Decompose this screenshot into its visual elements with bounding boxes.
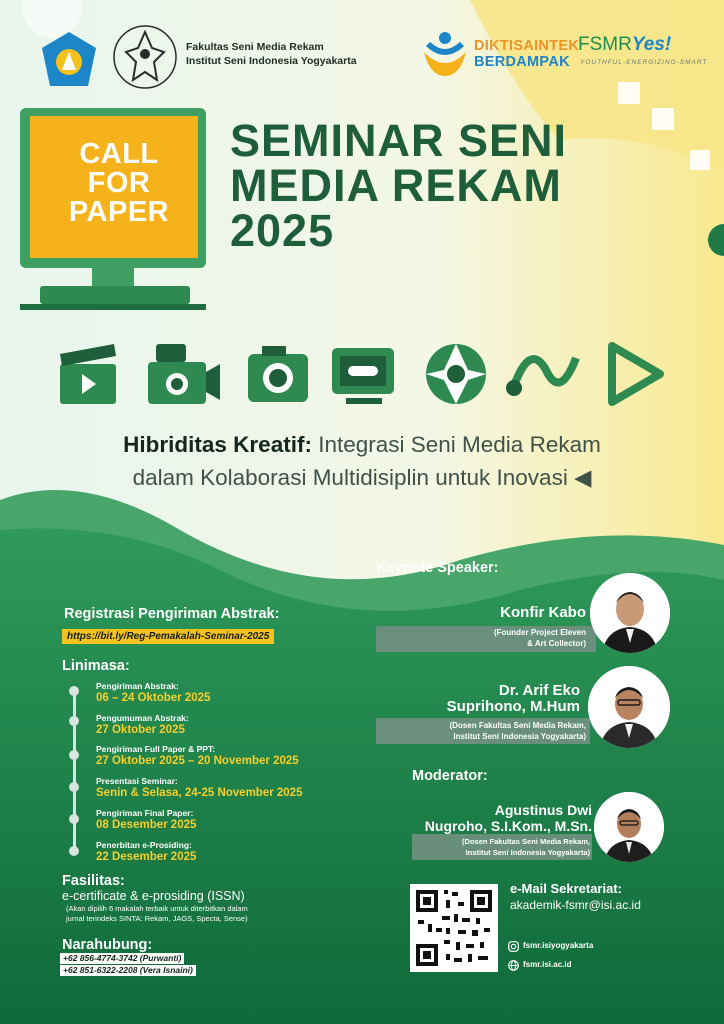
play-icon [612,346,660,402]
timeline-dot [69,782,79,792]
registration-heading: Registrasi Pengiriman Abstrak: [64,606,280,622]
tut-wuri-handayani-logo [38,30,100,90]
timeline-dot [69,814,79,824]
speaker-name: Dr. Arif Eko Suprihono, M.Hum [446,682,580,715]
curve-tool-icon [506,358,576,396]
timeline-label: Pengiriman Abstrak: [96,681,179,691]
timeline-label: Penerbitan e-Prosiding: [96,840,192,850]
fsmr-tagline: YOUTHFUL-ENERGIZING-SMART [580,59,708,66]
globe-icon [508,960,519,971]
facilities-main: e-certificate & e-prosiding (ISSN) [62,889,245,903]
media-icons-row [56,340,668,410]
timeline-heading: Linimasa: [62,658,130,674]
person-avatar-icon [590,573,670,653]
timeline-date: 22 Desember 2025 [96,851,197,863]
institution-name: Fakultas Seni Media Rekam Institut Seni Indonesia Yogyakarta [186,41,357,67]
person-avatar-icon [594,792,664,862]
person-avatar-icon [588,666,670,748]
secretariat-email[interactable]: akademik-fsmr@isi.ac.id [510,898,641,912]
instagram-handle[interactable]: fsmr.isiyogyakarta [523,941,594,950]
diktisaintek-logo [420,30,470,78]
speaker-role: (Founder Project Eleven & Art Collector) [493,628,586,648]
keynote-heading: Keynote Speaker: [376,560,499,576]
facilities-note: (Akan dipilih 6 makalah terbaik untuk diterbitkan dalam jurnal terindeks SINTA: Rekam, JAGS, Specta, Sense) [66,904,248,923]
triangle-left-icon: ◀ [574,465,592,490]
seminar-theme: Hibriditas Kreatif: Integrasi Seni Media Rekam dalam Kolaborasi Multidisiplin untuk Inovasi ◀ [123,432,601,490]
moderator-heading: Moderator: [412,768,488,784]
secretariat-heading: e-Mail Sekretariat: [510,881,622,896]
clapperboard-icon [60,344,116,404]
timeline-label: Pengiriman Full Paper & PPT: [96,744,216,754]
seminar-title: SEMINAR SENI MEDIA REKAM 2025 [230,115,568,256]
moderator-photo [594,792,664,862]
video-camera-icon [148,344,220,404]
timeline-label: Pengiriman Final Paper: [96,808,194,818]
isi-yogyakarta-logo [112,24,178,90]
qr-code[interactable] [410,884,498,972]
instagram-icon [508,941,519,952]
moderator-role: (Dosen Fakultas Seni Media Rekam, Institut Seni Indonesia Yogyakarta) [462,837,590,857]
timeline-date: 27 Oktober 2025 [96,724,185,736]
timeline-dot [69,716,79,726]
contact-number[interactable]: +62 856-4774-3742 (Purwanti) [60,953,184,964]
speaker-photo [588,666,670,748]
timeline-date: 08 Desember 2025 [96,819,197,831]
registration-link[interactable]: https://bit.ly/Reg-Pemakalah-Seminar-2025 [62,629,274,644]
timeline-label: Pengumuman Abstrak: [96,713,189,723]
fsmr-yes-logo: FSMRYes! [578,34,672,55]
timeline-dot [69,686,79,696]
audio-device-icon [332,348,394,404]
timeline-date: 27 Oktober 2025 – 20 November 2025 [96,755,299,767]
aperture-icon [426,344,486,404]
diktisaintek-wordmark: DIKTISAINTEK BERDAMPAK [474,38,580,70]
facilities-heading: Fasilitas: [62,873,125,889]
photo-camera-icon [248,346,308,402]
speaker-name: Konfir Kabo [500,604,586,621]
call-for-paper-label: CALL FOR PAPER [68,138,170,228]
timeline-date: Senin & Selasa, 24-25 November 2025 [96,787,303,799]
timeline-dot [69,750,79,760]
contacts-heading: Narahubung: [62,937,153,953]
timeline-dot [69,846,79,856]
contact-number[interactable]: +62 851-6322-2208 (Vera Isnaini) [60,965,196,976]
timeline-date: 06 – 24 Oktober 2025 [96,692,211,704]
timeline-line [73,690,76,850]
speaker-role: (Dosen Fakultas Seni Media Rekam, Institut Seni Indonesia Yogyakarta) [449,721,586,741]
timeline-label: Presentasi Seminar: [96,776,178,786]
website-link[interactable]: fsmr.isi.ac.id [523,960,572,969]
speaker-photo [590,573,670,653]
moderator-name: Agustinus Dwi Nugroho, S.I.Kom., M.Sn. [424,802,592,834]
